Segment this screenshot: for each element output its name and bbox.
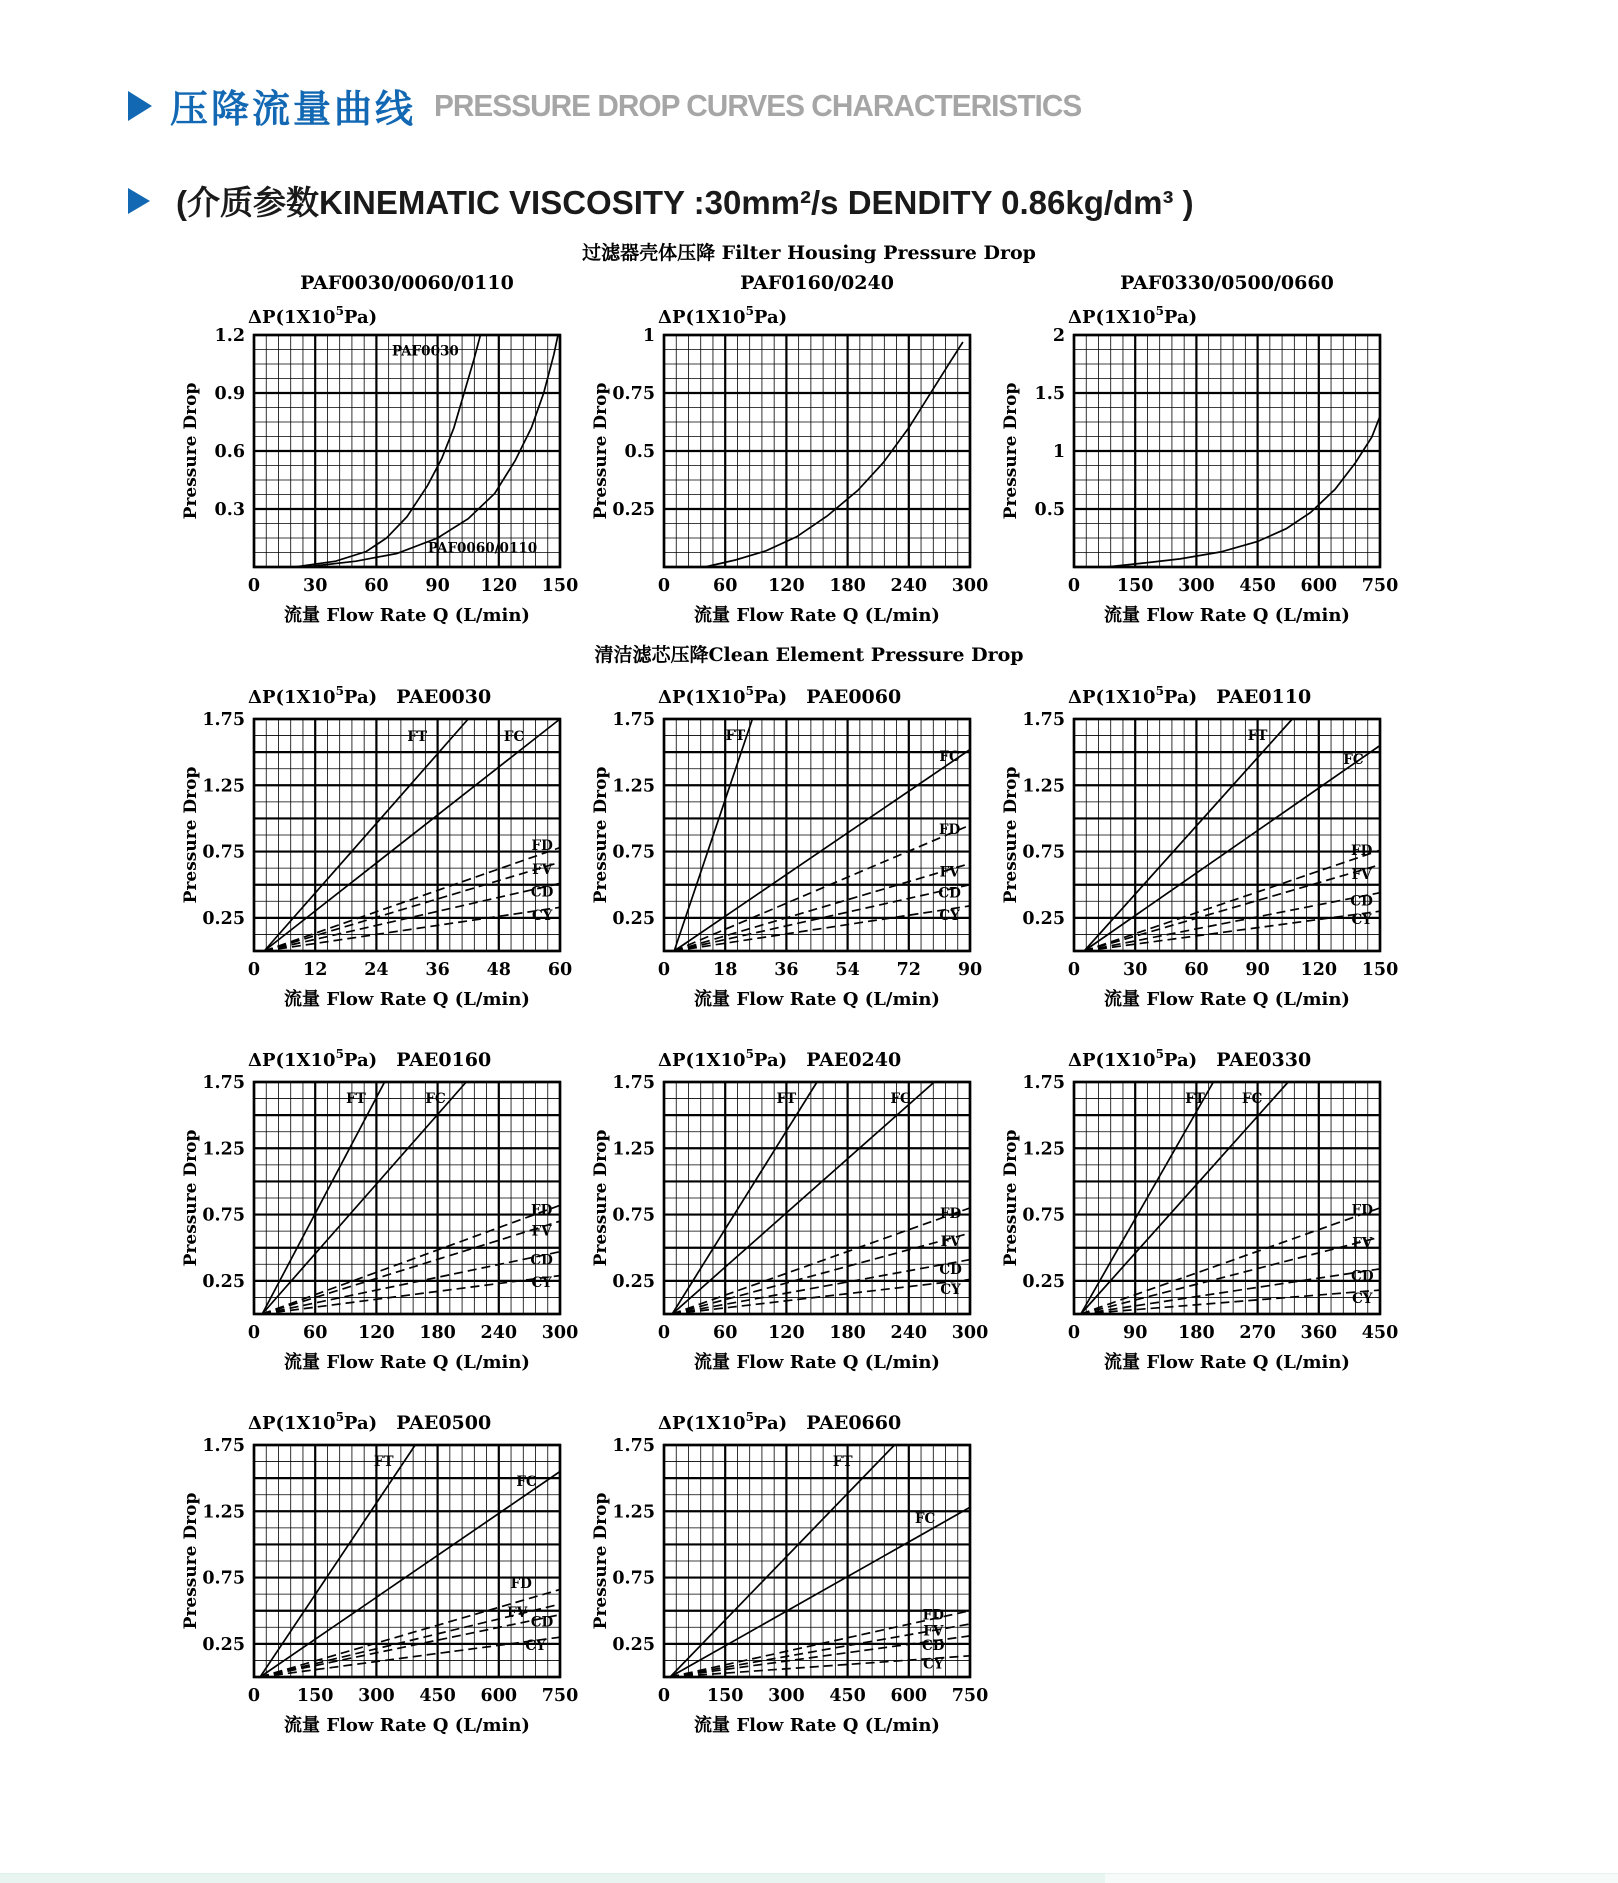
curve-PAF0160-0240	[705, 342, 963, 567]
x-tick-label: 150	[1361, 960, 1398, 980]
x-tick-label: 30	[303, 576, 328, 596]
chart-container-PAE0160	[178, 1036, 578, 1385]
page-title-zh: 压降流量曲线	[170, 89, 417, 131]
curve-label-FC: FC	[914, 1510, 936, 1527]
curve-label-FV: FV	[923, 1623, 944, 1640]
y-tick-label: 1.75	[202, 1073, 245, 1093]
curve-label-FV: FV	[507, 1605, 528, 1622]
x-tick-label: 0	[657, 576, 671, 596]
x-tick-label: 240	[890, 576, 928, 596]
page-header	[0, 0, 1618, 133]
y-tick-label: 0.25	[612, 500, 655, 520]
x-tick-label: 150	[1116, 576, 1154, 596]
chart-grid	[1074, 335, 1380, 567]
curve-label-FT: FT	[1185, 1090, 1205, 1107]
chart-container-PAE0660	[588, 1399, 988, 1748]
chart-grid	[664, 335, 970, 567]
x-tick-label: 180	[1178, 1323, 1215, 1343]
x-tick-label: 450	[1361, 1323, 1398, 1343]
curve-label-CD: CD	[1350, 893, 1373, 910]
curve-label-FC: FC	[503, 729, 525, 746]
y-tick-label: 1.25	[612, 1502, 655, 1523]
delta-p-unit-label: $\Delta P(1X10^5Pa)$	[658, 1047, 788, 1071]
chart-PAE0110	[998, 673, 1398, 1017]
curve-label-FT: FT	[373, 1453, 394, 1470]
curve-label-FT: FT	[725, 727, 746, 744]
x-tick-label: 750	[951, 1686, 988, 1706]
curve-CY	[674, 906, 970, 951]
chart-PAF0160-0240	[588, 269, 988, 633]
curve-label-CY: CY	[940, 1281, 961, 1298]
y-tick-label: 0.25	[612, 908, 655, 929]
delta-p-unit-label: $\Delta P(1X10^5Pa)$	[658, 684, 788, 708]
x-tick-label: 90	[1123, 1323, 1148, 1343]
curve-label-FV: FV	[1351, 867, 1372, 884]
x-tick-label: 12	[303, 960, 328, 980]
chart-container-PAF0030-0060-0110	[178, 269, 578, 638]
chart-container-PAE0110	[998, 673, 1398, 1022]
delta-p-unit-label: $\Delta P(1X10^5Pa)$	[1068, 684, 1198, 708]
x-tick-label: 450	[1239, 576, 1276, 596]
curve-FV	[262, 1221, 560, 1314]
delta-p-unit-label: $\Delta P(1X10^5Pa)$	[658, 1410, 788, 1434]
curve-label-FV: FV	[532, 861, 553, 878]
x-tick-label: 120	[768, 1323, 805, 1343]
chart-title: PAE0330	[1216, 1049, 1312, 1071]
x-tick-label: 48	[486, 960, 511, 980]
curve-CY	[672, 1280, 970, 1315]
delta-p-unit-label: $\Delta P(1X10^5Pa)$	[248, 1047, 378, 1071]
media-parameters-text: (介质参数KINEMATIC VISCOSITY :30mm²/s DENDITY 0.86kg/dm³ )	[176, 184, 1194, 221]
curve-label-CY: CY	[1351, 912, 1372, 929]
curve-label-PAF0030: PAF0030	[391, 343, 459, 360]
x-tick-label: 90	[425, 576, 450, 596]
subtitle-arrow-icon	[128, 188, 150, 214]
chart-title: PAE0030	[396, 686, 492, 708]
element-charts-row-2	[0, 1036, 1618, 1385]
curve-label-CY: CY	[531, 1275, 552, 1292]
curve-label-FT: FT	[407, 729, 428, 746]
y-tick-label: 0.25	[202, 1634, 245, 1655]
curve-FV	[674, 864, 970, 952]
x-tick-label: 0	[247, 1686, 261, 1706]
chart-container-PAE0030	[178, 673, 578, 1022]
y-tick-label: 0.75	[1022, 842, 1065, 863]
curve-label-CD: CD	[530, 1252, 553, 1269]
curve-label-FD: FD	[938, 822, 961, 839]
y-tick-label: 1.75	[1022, 1073, 1065, 1093]
x-tick-label: 0	[1067, 960, 1081, 980]
x-tick-label: 120	[1300, 960, 1338, 980]
x-tick-label: 24	[364, 960, 389, 980]
y-axis-title: Pressure Drop	[181, 1129, 201, 1267]
x-tick-label: 18	[713, 960, 738, 980]
x-tick-label: 600	[890, 1686, 928, 1706]
x-axis-title: 流量 Flow Rate Q (L/min)	[1104, 989, 1350, 1010]
y-tick-label: 0.75	[612, 842, 655, 863]
curve-label-PAF0060-0110: PAF0060/0110	[427, 540, 538, 557]
curve-FD	[260, 1590, 560, 1678]
y-axis-title: Pressure Drop	[591, 1129, 611, 1267]
curve-label-CY: CY	[923, 1656, 944, 1673]
x-tick-label: 300	[951, 576, 988, 596]
x-tick-label: 180	[829, 576, 866, 596]
x-tick-label: 0	[1067, 576, 1081, 596]
curve-label-CD: CD	[938, 885, 961, 902]
x-axis-title: 流量 Flow Rate Q (L/min)	[694, 1715, 940, 1736]
y-tick-label: 0.25	[1022, 908, 1065, 929]
curve-FD	[1081, 1208, 1380, 1314]
curve-CD	[672, 1260, 970, 1314]
y-tick-label: 1.25	[202, 1139, 245, 1160]
curve-label-FT: FT	[346, 1090, 366, 1107]
delta-p-unit-label: $\Delta P(1X10^5Pa)$	[1068, 1047, 1198, 1071]
chart-PAE0500	[178, 1399, 578, 1743]
x-axis-title: 流量 Flow Rate Q (L/min)	[284, 1352, 530, 1373]
curve-FC	[674, 750, 970, 952]
x-tick-label: 600	[480, 1686, 518, 1706]
element-charts-row-1	[0, 673, 1618, 1022]
y-tick-label: 1.2	[214, 326, 245, 346]
curve-label-FC: FC	[516, 1473, 537, 1490]
curve-label-FD: FD	[1350, 843, 1373, 860]
curve-FD	[674, 825, 970, 951]
x-tick-label: 120	[480, 576, 518, 596]
chart-grid	[254, 1445, 560, 1677]
x-tick-label: 450	[419, 1686, 456, 1706]
y-tick-label: 0.75	[1022, 1205, 1065, 1226]
chart-container-PAE0500	[178, 1399, 578, 1748]
element-charts-row-3	[0, 1399, 1618, 1748]
curve-label-FC: FC	[425, 1090, 446, 1107]
chart-container-PAE0060	[588, 673, 988, 1022]
x-tick-label: 120	[358, 1323, 395, 1343]
curve-FC	[1084, 746, 1380, 952]
y-axis-title: Pressure Drop	[591, 1492, 611, 1630]
section-title-element: 清洁滤芯压降Clean Element Pressure Drop	[594, 644, 1024, 666]
delta-p-unit-label: $\Delta P(1X10^5Pa)$	[248, 684, 378, 708]
x-axis-title: 流量 Flow Rate Q (L/min)	[1104, 605, 1350, 626]
chart-title: PAE0110	[1216, 686, 1312, 708]
y-tick-label: 0.9	[214, 384, 245, 404]
curve-label-FV: FV	[531, 1223, 552, 1240]
y-tick-label: 0.25	[612, 1271, 655, 1292]
x-tick-label: 300	[1178, 576, 1215, 596]
chart-title: PAF0330/0500/0660	[1120, 272, 1334, 294]
x-tick-label: 60	[303, 1323, 328, 1343]
y-axis-title: Pressure Drop	[181, 1492, 201, 1630]
y-tick-label: 1.75	[612, 1073, 655, 1093]
x-tick-label: 36	[774, 960, 799, 980]
x-tick-label: 0	[247, 576, 261, 596]
x-tick-label: 750	[1361, 576, 1398, 596]
x-tick-label: 0	[657, 960, 671, 980]
chart-container-PAE0240	[588, 1036, 988, 1385]
curve-label-FD: FD	[530, 1202, 553, 1219]
x-axis-title: 流量 Flow Rate Q (L/min)	[694, 605, 940, 626]
chart-grid	[254, 719, 560, 951]
chart-grid	[1074, 1082, 1380, 1314]
curve-FD	[672, 1208, 970, 1314]
chart-PAF0030-0060-0110	[178, 269, 578, 633]
curve-label-FD: FD	[531, 837, 553, 854]
y-tick-label: 0.75	[612, 384, 655, 404]
curve-label-FC: FC	[939, 749, 960, 766]
chart-title: PAE0660	[806, 1412, 902, 1434]
y-tick-label: 1.5	[1034, 384, 1065, 404]
y-tick-label: 0.75	[612, 1205, 655, 1226]
x-tick-label: 60	[1184, 960, 1209, 980]
x-axis-title: 流量 Flow Rate Q (L/min)	[694, 989, 940, 1010]
y-axis-title: Pressure Drop	[591, 382, 611, 520]
x-axis-title: 流量 Flow Rate Q (L/min)	[284, 989, 530, 1010]
chart-grid	[1074, 719, 1380, 951]
y-tick-label: 1.25	[1022, 776, 1065, 797]
y-axis-title: Pressure Drop	[181, 766, 201, 904]
y-tick-label: 1.75	[1022, 710, 1065, 730]
x-tick-label: 180	[419, 1323, 456, 1343]
x-tick-label: 360	[1300, 1323, 1338, 1343]
curve-label-FC: FC	[1343, 751, 1364, 768]
y-tick-label: 0.6	[214, 442, 245, 462]
x-tick-label: 300	[951, 1323, 988, 1343]
curve-label-FD: FD	[939, 1206, 962, 1223]
curve-label-FT: FT	[832, 1453, 853, 1470]
chart-title: PAF0160/0240	[740, 272, 894, 294]
section-title-housing: 过滤器壳体压降 Filter Housing Pressure Drop	[582, 242, 1036, 264]
y-tick-label: 1.25	[202, 1502, 245, 1523]
curve-label-CY: CY	[1352, 1291, 1373, 1308]
x-tick-label: 0	[247, 960, 261, 980]
x-tick-label: 300	[358, 1686, 395, 1706]
delta-p-unit-label: $\Delta P(1X10^5Pa)$	[1068, 304, 1198, 328]
x-tick-label: 60	[547, 960, 573, 980]
chart-title: PAF0030/0060/0110	[300, 272, 514, 294]
y-tick-label: 1	[1052, 442, 1065, 462]
chart-PAE0160	[178, 1036, 578, 1380]
y-tick-label: 1.75	[202, 710, 245, 730]
x-tick-label: 0	[1067, 1323, 1081, 1343]
curve-label-FC: FC	[1241, 1090, 1263, 1107]
y-tick-label: 0.75	[202, 1205, 245, 1226]
curve-FV	[264, 862, 560, 951]
media-parameters-row	[0, 133, 1618, 224]
y-tick-label: 1.75	[612, 1436, 655, 1456]
x-tick-label: 300	[541, 1323, 578, 1343]
x-axis-title: 流量 Flow Rate Q (L/min)	[284, 605, 530, 626]
y-tick-label: 0.5	[624, 442, 655, 462]
curve-label-FV: FV	[1352, 1235, 1373, 1252]
curve-label-FT: FT	[776, 1090, 797, 1107]
y-tick-label: 0.25	[202, 908, 245, 929]
x-tick-label: 0	[657, 1323, 671, 1343]
y-tick-label: 1.25	[202, 776, 245, 797]
curve-label-FD: FD	[922, 1607, 944, 1624]
y-axis-title: Pressure Drop	[1001, 766, 1021, 904]
x-tick-label: 0	[247, 1323, 261, 1343]
curve-label-CD: CD	[530, 1614, 554, 1631]
y-axis-title: Pressure Drop	[1001, 1129, 1021, 1267]
curve-label-CY: CY	[525, 1638, 546, 1655]
x-tick-label: 300	[768, 1686, 805, 1706]
curve-label-CD: CD	[1351, 1268, 1374, 1285]
y-axis-title: Pressure Drop	[181, 382, 201, 520]
x-axis-title: 流量 Flow Rate Q (L/min)	[284, 1715, 530, 1736]
curve-FV	[1084, 865, 1380, 951]
curve-label-FC: FC	[890, 1090, 911, 1107]
x-tick-label: 750	[541, 1686, 578, 1706]
chart-grid	[664, 1082, 970, 1314]
delta-p-unit-label: $\Delta P(1X10^5Pa)$	[248, 304, 378, 328]
chart-title: PAE0240	[806, 1049, 902, 1071]
y-axis-title: Pressure Drop	[1001, 382, 1021, 520]
header-arrow-icon	[128, 91, 152, 121]
y-tick-label: 2	[1052, 326, 1065, 346]
curve-CD	[262, 1252, 560, 1314]
chart-title: PAE0060	[806, 686, 902, 708]
y-tick-label: 1.25	[612, 776, 655, 797]
x-tick-label: 72	[896, 960, 921, 980]
curve-label-CD: CD	[922, 1638, 945, 1655]
x-tick-label: 270	[1239, 1323, 1276, 1343]
x-tick-label: 180	[829, 1323, 866, 1343]
curve-label-CY: CY	[939, 908, 960, 925]
curve-label-FV: FV	[939, 864, 960, 881]
y-tick-label: 1.75	[202, 1436, 245, 1456]
chart-PAF0330-0500-0660	[998, 269, 1398, 633]
y-tick-label: 1.75	[612, 710, 655, 730]
chart-PAE0330	[998, 1036, 1398, 1380]
footer-strip-right	[1105, 1873, 1618, 1883]
y-tick-label: 0.25	[202, 1271, 245, 1292]
x-tick-label: 60	[713, 576, 738, 596]
chart-grid	[254, 1082, 560, 1314]
delta-p-unit-label: $\Delta P(1X10^5Pa)$	[658, 304, 788, 328]
curve-CY	[264, 907, 560, 951]
x-tick-label: 60	[713, 1323, 738, 1343]
x-tick-label: 54	[835, 960, 860, 980]
y-tick-label: 0.25	[1022, 1271, 1065, 1292]
y-tick-label: 1.25	[1022, 1139, 1065, 1160]
curve-FC	[260, 1472, 560, 1678]
y-tick-label: 0.25	[612, 1634, 655, 1655]
chart-container-PAF0330-0500-0660	[998, 269, 1398, 638]
x-tick-label: 0	[657, 1686, 671, 1706]
chart-PAE0030	[178, 673, 578, 1017]
x-tick-label: 30	[1123, 960, 1148, 980]
y-tick-label: 0.3	[214, 500, 245, 520]
x-tick-label: 60	[364, 576, 389, 596]
curve-label-FT: FT	[1247, 727, 1268, 744]
chart-title: PAE0160	[396, 1049, 492, 1071]
chart-grid	[254, 335, 560, 567]
y-axis-title: Pressure Drop	[591, 766, 611, 904]
chart-PAE0240	[588, 1036, 988, 1380]
x-tick-label: 90	[1245, 960, 1270, 980]
x-axis-title: 流量 Flow Rate Q (L/min)	[694, 1352, 940, 1373]
x-tick-label: 600	[1300, 576, 1338, 596]
housing-charts-row	[0, 269, 1618, 638]
x-tick-label: 240	[480, 1323, 518, 1343]
y-tick-label: 1	[642, 326, 655, 346]
y-tick-label: 1.25	[612, 1139, 655, 1160]
x-tick-label: 120	[768, 576, 805, 596]
delta-p-unit-label: $\Delta P(1X10^5Pa)$	[248, 1410, 378, 1434]
y-tick-label: 0.75	[202, 842, 245, 863]
curve-label-CD: CD	[530, 884, 554, 901]
curve-label-FV: FV	[940, 1234, 961, 1251]
curve-label-FD: FD	[510, 1575, 532, 1592]
y-tick-label: 0.5	[1034, 500, 1065, 520]
x-axis-title: 流量 Flow Rate Q (L/min)	[1104, 1352, 1350, 1373]
x-tick-label: 90	[957, 960, 983, 980]
page-title-en: PRESSURE DROP CURVES CHARACTERISTICS	[434, 87, 1082, 123]
chart-container-PAE0330	[998, 1036, 1398, 1385]
y-tick-label: 0.75	[202, 1568, 245, 1589]
chart-PAE0060	[588, 673, 988, 1017]
x-tick-label: 240	[890, 1323, 928, 1343]
curve-label-FD: FD	[1351, 1202, 1373, 1219]
y-tick-label: 0.75	[612, 1568, 655, 1589]
x-tick-label: 150	[706, 1686, 744, 1706]
chart-PAE0660	[588, 1399, 988, 1743]
chart-title: PAE0500	[396, 1412, 492, 1434]
x-tick-label: 450	[829, 1686, 866, 1706]
x-tick-label: 150	[541, 576, 578, 596]
chart-grid	[664, 719, 970, 951]
x-tick-label: 150	[296, 1686, 334, 1706]
chart-container-PAF0160-0240	[588, 269, 988, 638]
footer-strip	[0, 1873, 1105, 1883]
curve-label-CY: CY	[531, 908, 553, 925]
x-tick-label: 36	[425, 960, 450, 980]
curve-label-CD: CD	[939, 1261, 962, 1278]
